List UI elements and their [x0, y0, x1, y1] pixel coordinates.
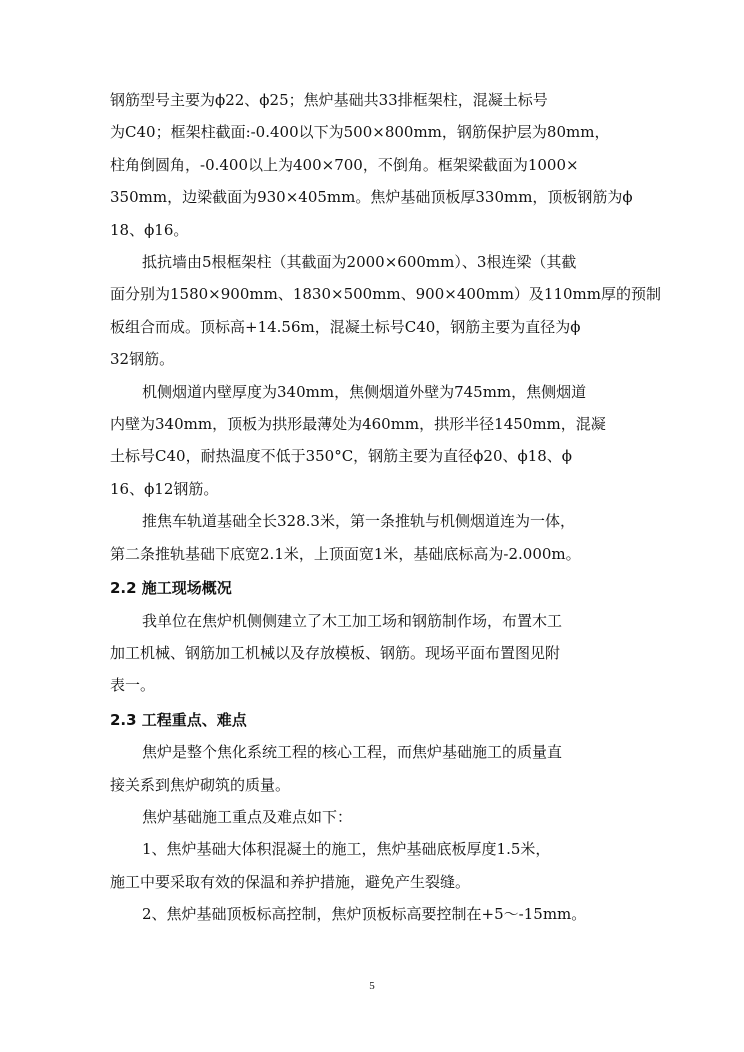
document-body [110, 84, 661, 931]
paragraph-p3 [110, 376, 638, 506]
document-page [110, 84, 661, 931]
section-heading-2-2: 2.2 施工现场概况 [110, 579, 232, 598]
text-line: 板组合而成。顶标高+14.56m，混凝土标号C40，钢筋主要为直径为ϕ [110, 317, 581, 336]
text-line: 第二条推轨基础下底宽2.1米，上顶面宽1米，基础底标高为-2.000m。 [110, 544, 581, 563]
text-line: 施工中要采取有效的保温和养护措施，避免产生裂缝。 [110, 872, 471, 891]
text-line: 加工机械、钢筋加工机械以及存放模板、钢筋。现场平面布置图见附 [110, 643, 561, 662]
paragraph-p6 [110, 736, 638, 801]
page-number: 5 [369, 980, 375, 992]
paragraph-p9 [110, 898, 638, 930]
paragraph-p4 [110, 505, 638, 570]
text-line: 18、ϕ16。 [110, 220, 189, 239]
text-line: 为C40；框架柱截面:-0.400以下为500×800mm，钢筋保护层为80mm， [110, 123, 610, 142]
text-line: 350mm，边梁截面为930×405mm。焦炉基础顶板厚330mm，顶板钢筋为ϕ [110, 188, 633, 207]
text-line: 土标号C40，耐热温度不低于350°C，钢筋主要为直径ϕ20、ϕ18、ϕ [110, 447, 573, 466]
text-line: 32钢筋。 [110, 350, 175, 369]
text-line: 柱角倒圆角，-0.400以上为400×700，不倒角。框架梁截面为1000× [110, 155, 579, 174]
text-line: 推焦车轨道基础全长328.3米，第一条推轨与机侧烟道连为一体， [142, 512, 575, 531]
text-line: 内壁为340mm，顶板为拱形最薄处为460mm，拱形半径1450mm，混凝 [110, 415, 606, 434]
text-line: 钢筋型号主要为ϕ22、ϕ25；焦炉基础共33排框架柱，混凝土标号 [110, 91, 548, 109]
paragraph-p2 [110, 246, 661, 376]
text-line: 焦炉基础施工重点及难点如下： [142, 807, 353, 826]
text-line: 16、ϕ12钢筋。 [110, 479, 219, 498]
paragraph-p8 [110, 833, 638, 898]
text-line: 我单位在焦炉机侧侧建立了木工加工场和钢筋制作场，布置木工 [142, 611, 563, 630]
paragraph-p5 [110, 605, 638, 702]
paragraph-p7 [110, 801, 638, 833]
section-heading-2-3: 2.3 工程重点、难点 [110, 710, 247, 729]
text-line: 接关系到焦炉砌筑的质量。 [110, 775, 291, 794]
paragraph-p1 [110, 84, 638, 246]
text-line: 2、焦炉基础顶板标高控制，焦炉顶板标高要控制在+5～-15mm。 [142, 905, 587, 924]
text-line: 表一。 [110, 676, 156, 695]
text-line: 抵抗墙由5根框架柱（其截面为2000×600mm）、3根连梁（其截 [142, 253, 577, 272]
text-line: 1、焦炉基础大体积混凝土的施工，焦炉基础底板厚度1.5米， [142, 840, 551, 859]
text-line: 机侧烟道内壁厚度为340mm，焦侧烟道外壁为745mm，焦侧烟道 [142, 382, 587, 401]
text-line: 面分别为1580×900mm、1830×500mm、900×400mm）及110mm厚的预制 [110, 285, 661, 304]
text-line: 焦炉是整个焦化系统工程的核心工程，而焦炉基础施工的质量直 [142, 743, 563, 762]
